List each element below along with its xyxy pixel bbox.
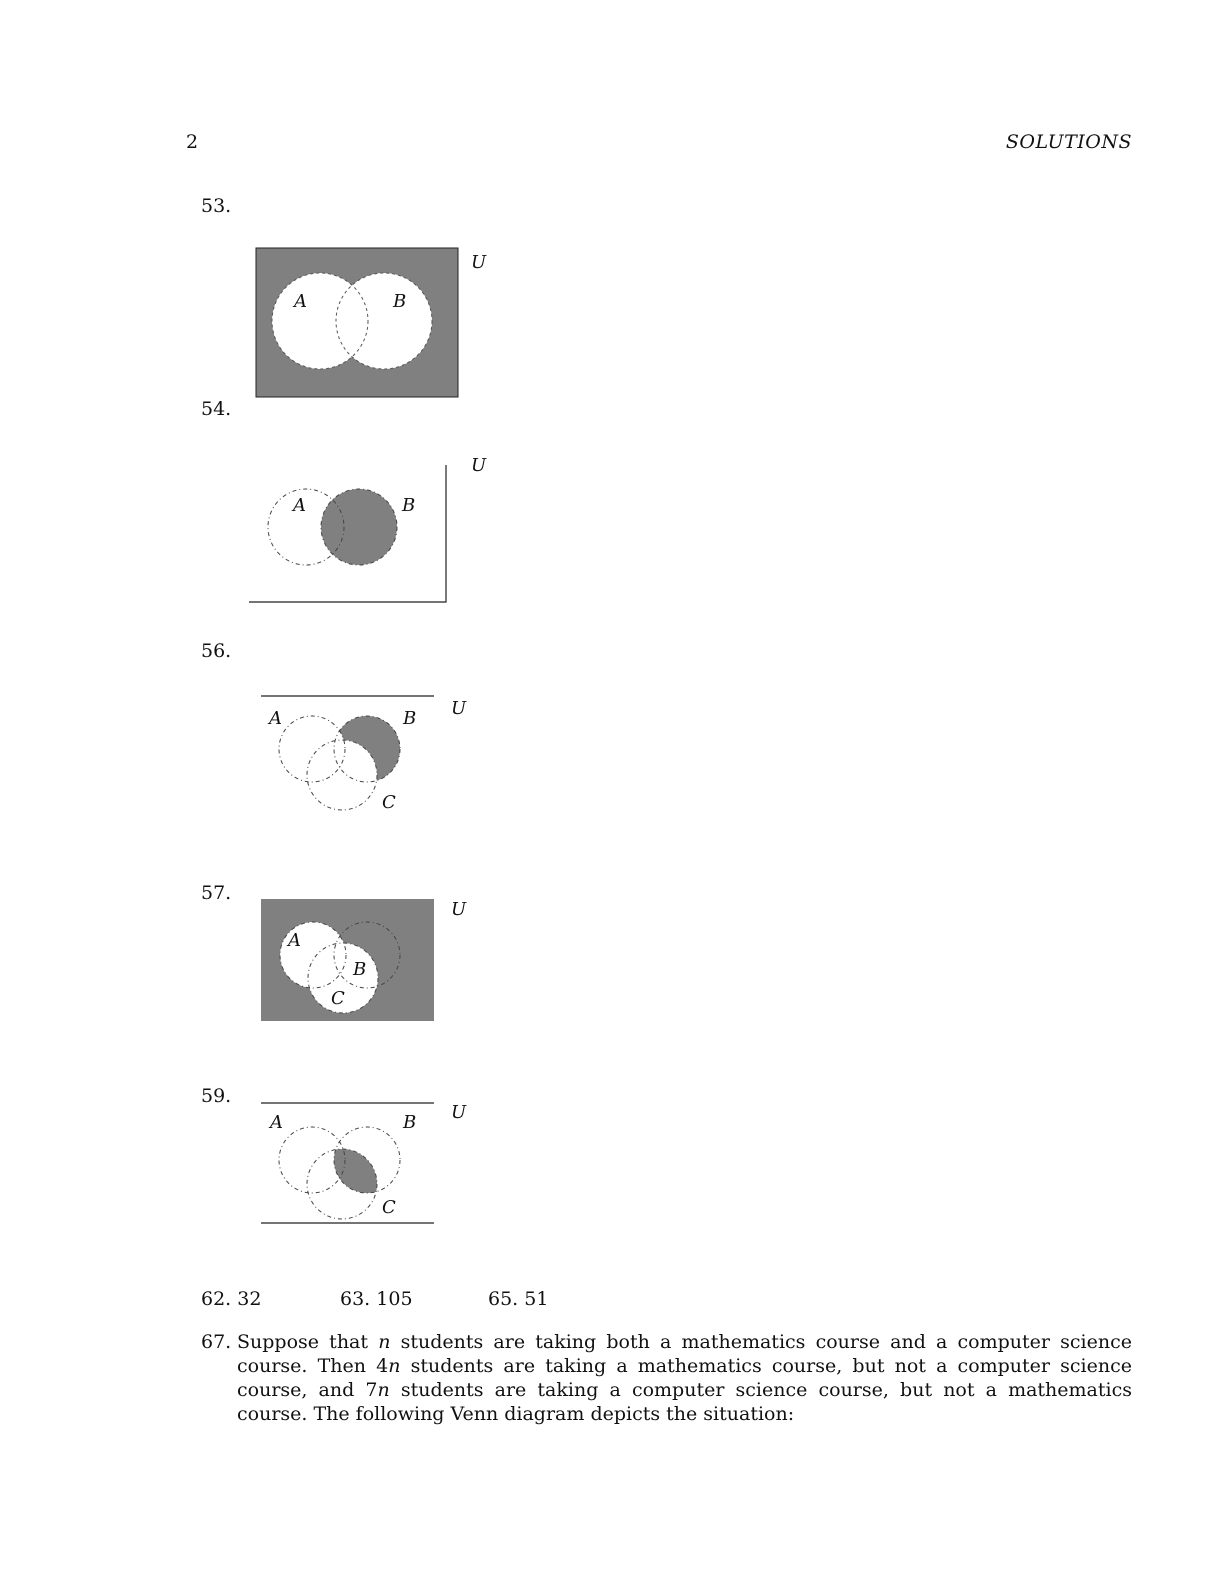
label-c: C — [382, 1197, 396, 1218]
problem-54-number: 54. — [201, 398, 232, 420]
label-u: U — [471, 252, 487, 273]
problem-59-number: 59. — [201, 1085, 232, 1107]
label-b: B — [353, 959, 367, 980]
label-u: U — [471, 455, 487, 476]
answer-value: 105 — [376, 1288, 413, 1310]
problem-67-text: Suppose that n students are taking both a mathematics course and a computer science course. Then 4n students are taking a mathematics course, but not a computer science course, and 7n students are taking a computer science course, but not a mathematics course. The following Venn diagram depicts the situation: — [237, 1331, 1132, 1425]
label-b: B — [402, 495, 416, 516]
problem-53-number: 53. — [201, 195, 232, 217]
label-a: A — [293, 495, 306, 516]
label-u: U — [451, 1102, 467, 1123]
answer-value: 32 — [237, 1288, 262, 1310]
venn-diagram-54 — [245, 450, 495, 610]
label-a: A — [269, 708, 282, 729]
problem-67 — [201, 1330, 1132, 1426]
label-a: A — [270, 1112, 283, 1133]
problem-57-number: 57. — [201, 882, 232, 904]
label-b: B — [403, 1112, 417, 1133]
answer-63 — [340, 1287, 413, 1311]
answer-number: 63. — [340, 1288, 371, 1310]
label-b: B — [403, 708, 417, 729]
answer-number: 65. — [488, 1288, 519, 1310]
running-title: SOLUTIONS — [1005, 131, 1132, 153]
venn-diagram-57 — [255, 893, 485, 1033]
label-b: B — [393, 291, 407, 312]
venn-diagram-53 — [250, 243, 500, 403]
venn-diagram-56 — [255, 688, 485, 828]
answer-65 — [488, 1287, 548, 1311]
label-c: C — [331, 988, 345, 1009]
label-u: U — [451, 899, 467, 920]
problem-67-number: 67. — [201, 1331, 232, 1353]
venn-diagram-59 — [255, 1095, 485, 1235]
label-a: A — [288, 930, 301, 951]
answer-value: 51 — [524, 1288, 549, 1310]
page-number: 2 — [186, 131, 199, 153]
label-u: U — [451, 698, 467, 719]
label-c: C — [382, 792, 396, 813]
answer-62 — [201, 1287, 261, 1311]
problem-56-number: 56. — [201, 640, 232, 662]
answer-number: 62. — [201, 1288, 232, 1310]
label-a: A — [294, 291, 307, 312]
